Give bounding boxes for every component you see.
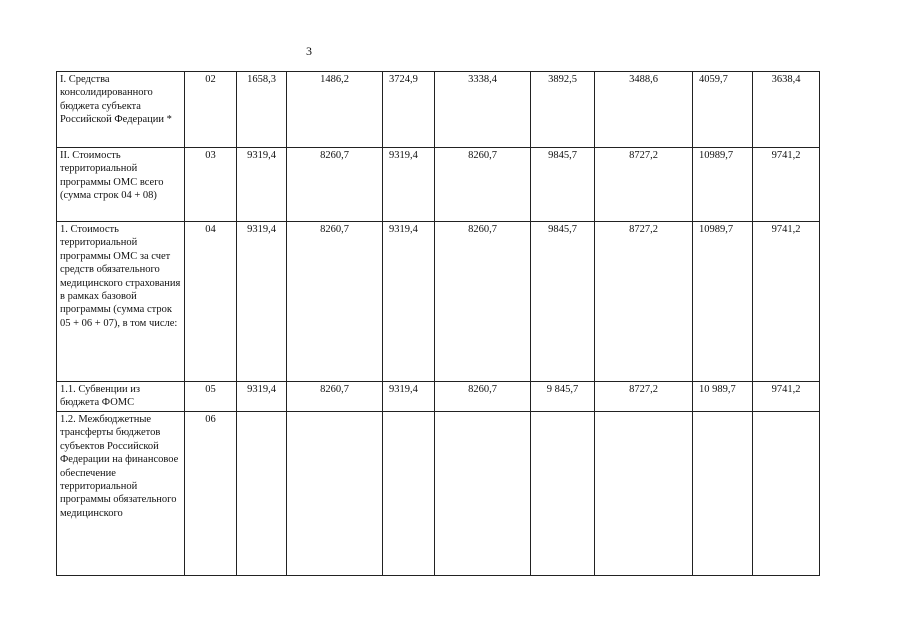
value-cell: 1658,3 bbox=[237, 72, 287, 148]
value-cell: 8260,7 bbox=[287, 148, 383, 222]
table-row bbox=[57, 72, 820, 148]
row-code: 06 bbox=[185, 412, 237, 576]
value-cell: 3724,9 bbox=[383, 72, 435, 148]
table-row bbox=[57, 222, 820, 382]
value-cell: 8260,7 bbox=[435, 382, 531, 412]
value-cell: 3638,4 bbox=[753, 72, 820, 148]
value-cell: 10989,7 bbox=[693, 222, 753, 382]
value-cell: 8260,7 bbox=[435, 222, 531, 382]
value-cell bbox=[383, 412, 435, 576]
value-cell: 9 845,7 bbox=[531, 382, 595, 412]
value-cell bbox=[753, 412, 820, 576]
value-cell: 3488,6 bbox=[595, 72, 693, 148]
row-label: 1.1. Субвенции из бюджета ФОМС bbox=[57, 382, 185, 412]
value-cell: 8727,2 bbox=[595, 222, 693, 382]
value-cell: 9741,2 bbox=[753, 148, 820, 222]
value-cell: 8727,2 bbox=[595, 382, 693, 412]
row-label: I. Средства консолидированного бюджета субъекта Российской Федерации * bbox=[57, 72, 185, 148]
value-cell bbox=[287, 412, 383, 576]
row-label: 1. Стоимость территориальной программы ОМС за счет средств обязательного медицинского страхования в рамках базовой программы (сумма строк 05 + 06 + 07), в том числе: bbox=[57, 222, 185, 382]
value-cell: 9319,4 bbox=[237, 382, 287, 412]
row-label: II. Стоимость территориальной программы ОМС всего (сумма строк 04 + 08) bbox=[57, 148, 185, 222]
value-cell bbox=[595, 412, 693, 576]
value-cell: 9845,7 bbox=[531, 148, 595, 222]
row-code: 04 bbox=[185, 222, 237, 382]
row-code: 02 bbox=[185, 72, 237, 148]
value-cell: 9319,4 bbox=[383, 148, 435, 222]
table-row bbox=[57, 148, 820, 222]
value-cell: 9319,4 bbox=[237, 148, 287, 222]
table-row bbox=[57, 382, 820, 412]
value-cell: 4059,7 bbox=[693, 72, 753, 148]
value-cell: 8260,7 bbox=[287, 382, 383, 412]
financing-table bbox=[56, 71, 820, 576]
row-label: 1.2. Межбюджетные трансферты бюджетов субъектов Российской Федерации на финансовое обеспечение территориальной программы обязательного медицинского bbox=[57, 412, 185, 576]
value-cell: 10 989,7 bbox=[693, 382, 753, 412]
value-cell bbox=[693, 412, 753, 576]
value-cell: 8260,7 bbox=[435, 148, 531, 222]
value-cell: 1486,2 bbox=[287, 72, 383, 148]
value-cell bbox=[435, 412, 531, 576]
value-cell: 9319,4 bbox=[383, 222, 435, 382]
value-cell: 9319,4 bbox=[237, 222, 287, 382]
value-cell: 3892,5 bbox=[531, 72, 595, 148]
value-cell: 9741,2 bbox=[753, 222, 820, 382]
page-number: 3 bbox=[306, 44, 312, 58]
row-code: 05 bbox=[185, 382, 237, 412]
value-cell: 9319,4 bbox=[383, 382, 435, 412]
value-cell: 3338,4 bbox=[435, 72, 531, 148]
value-cell bbox=[531, 412, 595, 576]
value-cell: 9845,7 bbox=[531, 222, 595, 382]
value-cell bbox=[237, 412, 287, 576]
value-cell: 9741,2 bbox=[753, 382, 820, 412]
table-row bbox=[57, 412, 820, 576]
value-cell: 8727,2 bbox=[595, 148, 693, 222]
value-cell: 8260,7 bbox=[287, 222, 383, 382]
value-cell: 10989,7 bbox=[693, 148, 753, 222]
row-code: 03 bbox=[185, 148, 237, 222]
